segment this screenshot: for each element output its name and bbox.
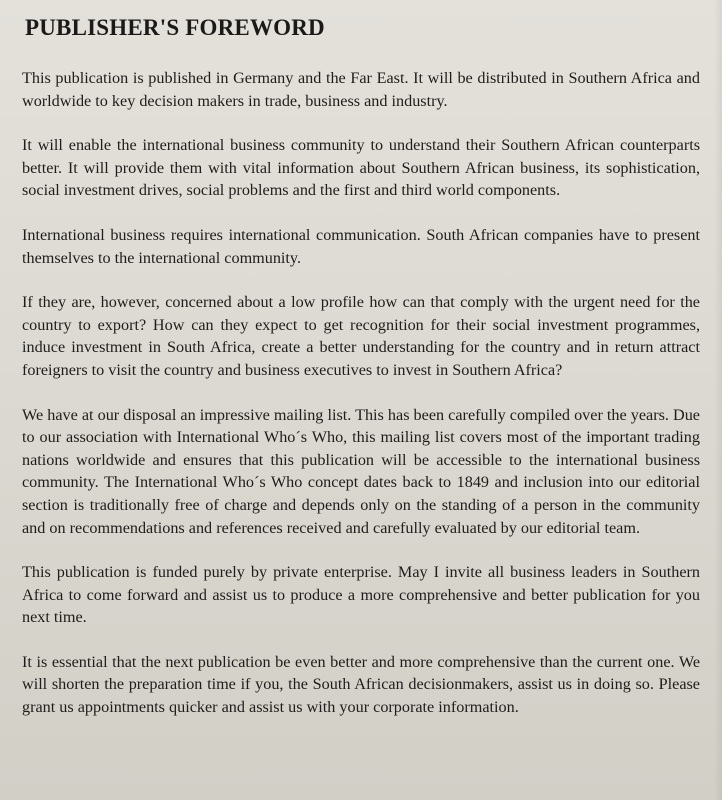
- paragraph-1: This publication is published in Germany and the Far East. It will be distributed in Southern Africa and worldwide to key decision makers in trade, business and industry.: [22, 69, 700, 110]
- foreword-body: [22, 67, 700, 719]
- paragraph-4: If they are, however, concerned about a low profile how can that comply with the urgent need for the country to export? How can they expect to get recognition for their social investment programmes, induce investment in South Africa, create a better understanding for the country and in return attract foreigners to visit the country and business executives to invest in Southern Africa?: [22, 293, 700, 379]
- paragraph-7: It is essential that the next publication be even better and more comprehensive than the current one. We will shorten the preparation time if you, the South African decisionmakers, assist us in doing so. Please grant us appointments quicker and assist us with your corporate information.: [22, 652, 700, 717]
- page-edge-shadow: [714, 0, 722, 800]
- paragraph-3: International business requires international communication. South African companies have to present themselves to the international community.: [22, 225, 700, 267]
- paragraph-6: This publication is funded purely by private enterprise. May I invite all business leaders in Southern Africa to come forward and assist us to produce a more comprehensive and better publication for you next time.: [22, 563, 700, 627]
- paragraph-5: We have at our disposal an impressive mailing list. This has been carefully compiled over the years. Due to our association with International Who´s Who, this mailing list covers most of the important trading nations worldwide and ensures that this publication will be accessible to the international business community. The International Who´s Who concept dates back to 1849 and inclusion into our editorial section is traditionally free of charge and depends only on the standing of a person in the community and on recommendations and references received and carefully evaluated by our editorial team.: [22, 405, 700, 537]
- paragraph-2: It will enable the international business community to understand their Southern African counterparts better. It will provide them with vital information about Southern African business, its sophistication, social investment drives, social problems and the first and third world components.: [22, 136, 700, 200]
- page-title: PUBLISHER'S FOREWORD: [25, 15, 325, 40]
